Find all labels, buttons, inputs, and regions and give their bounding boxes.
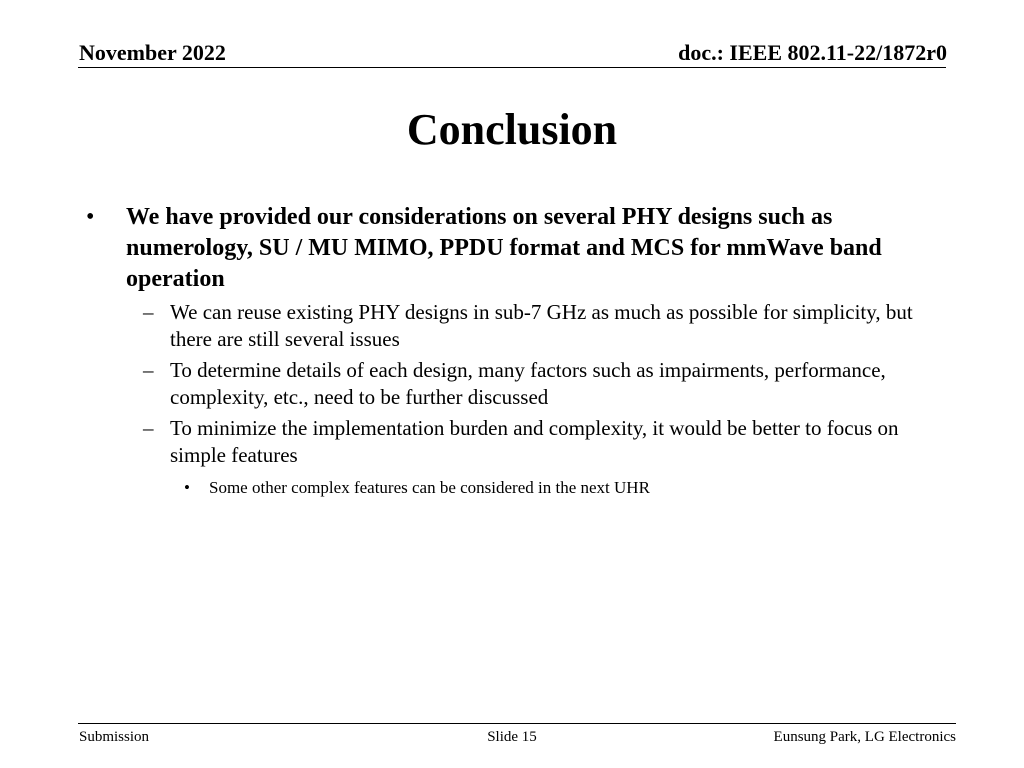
- sub-bullet-text: To minimize the implementation burden and complexity, it would be better to focus on simple features: [170, 416, 899, 467]
- sub-bullet-text: To determine details of each design, many factors such as impairments, performance, complexity, etc., need to be further discussed: [170, 358, 886, 409]
- dash-marker: –: [143, 300, 154, 324]
- sub-bullet: [80, 357, 950, 411]
- footer-slide-number: Slide 15: [487, 729, 537, 745]
- sub-bullet: [80, 299, 950, 353]
- slide-title: Conclusion: [406, 105, 618, 154]
- footer-divider: [78, 723, 956, 724]
- footer-submission: Submission: [79, 729, 150, 745]
- header-date: November 2022: [79, 40, 226, 65]
- sub-bullet-text: We can reuse existing PHY designs in sub-7 GHz as much as possible for simplicity, but there are still several issues: [170, 300, 913, 351]
- main-bullet: [80, 202, 950, 295]
- sub-bullet: [80, 415, 950, 469]
- dash-marker: –: [143, 358, 154, 382]
- sub-sub-bullet-text: Some other complex features can be considered in the next UHR: [209, 478, 650, 497]
- header-divider: [78, 67, 946, 68]
- dash-marker: –: [143, 416, 154, 440]
- header-doc-id: doc.: IEEE 802.11-22/1872r0: [678, 40, 947, 65]
- footer-author: Eunsung Park, LG Electronics: [773, 729, 956, 745]
- small-bullet-marker: •: [184, 478, 190, 497]
- bullet-marker: •: [86, 204, 95, 230]
- slide-body: [80, 202, 950, 499]
- main-bullet-text: We have provided our considerations on several PHY designs such as numerology, SU / MU MIMO, PPDU format and MCS for mmWave band operation: [126, 204, 882, 292]
- sub-sub-bullet: [80, 477, 950, 499]
